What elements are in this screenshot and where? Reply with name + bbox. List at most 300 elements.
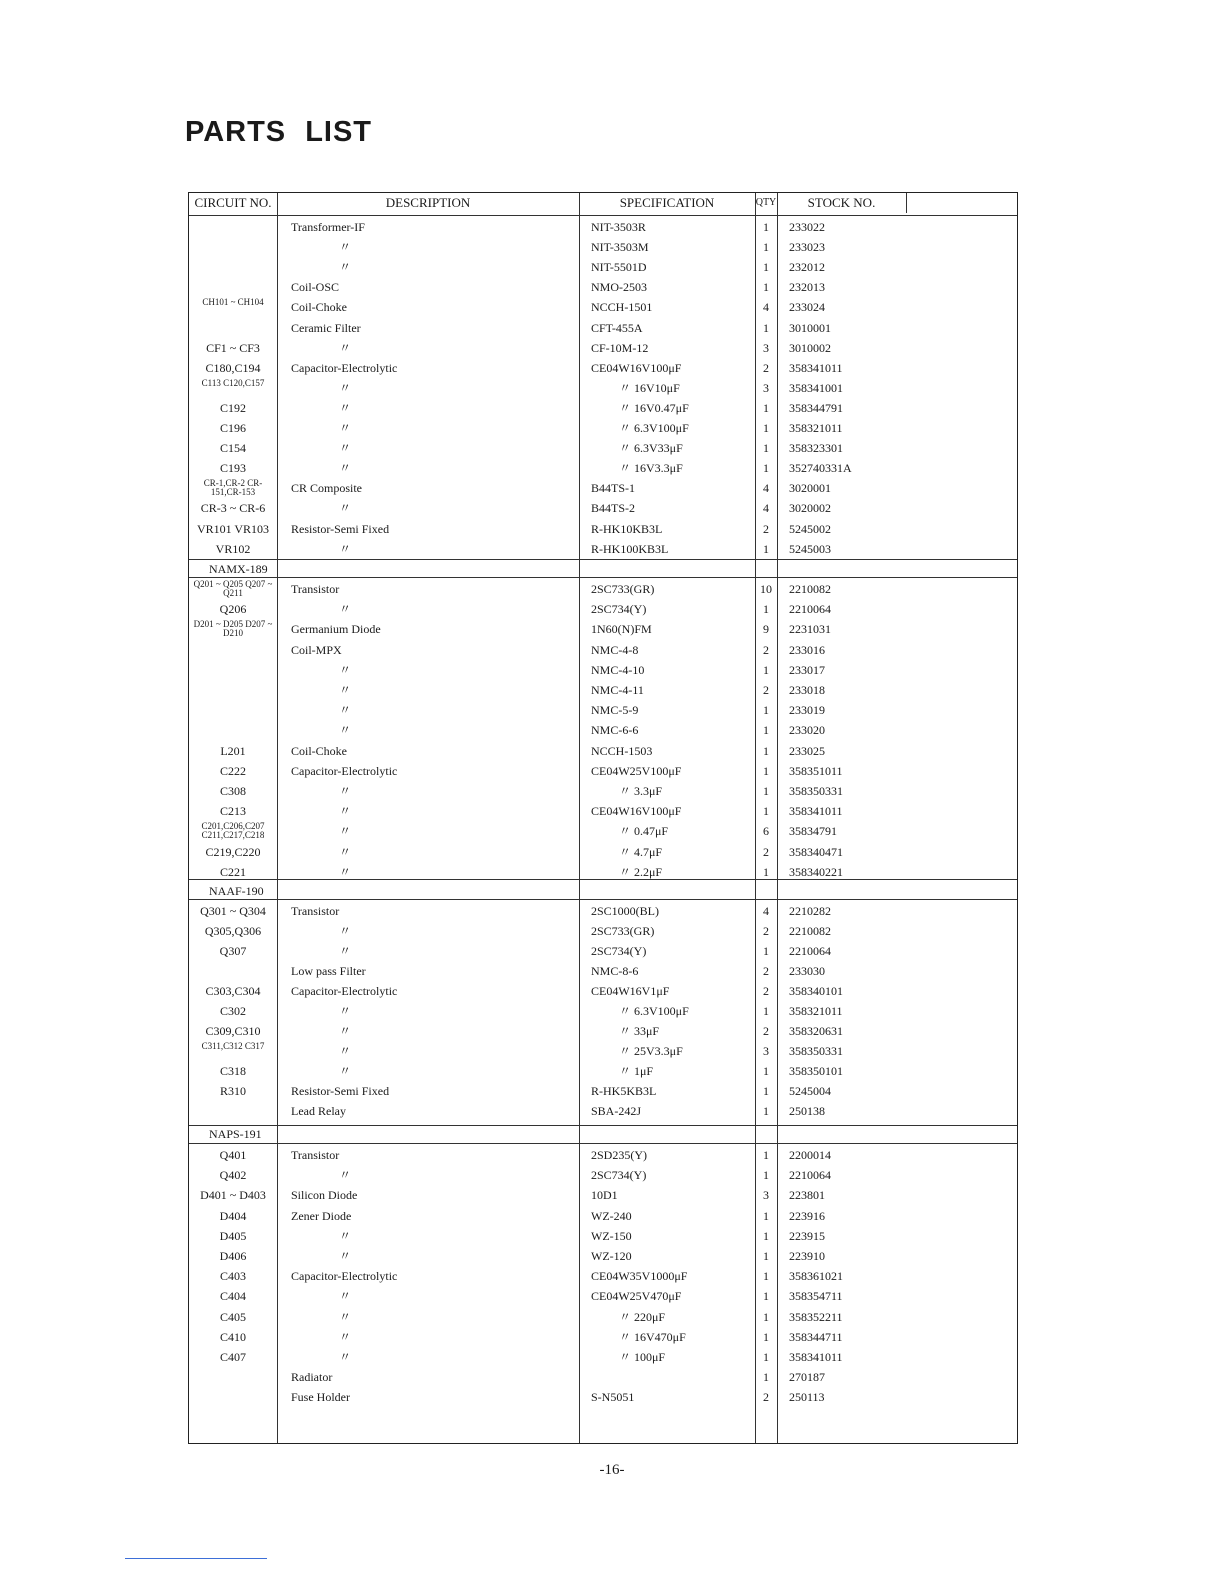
- quantity-cell: 2: [763, 1390, 769, 1405]
- table-row: [189, 1081, 1017, 1101]
- stock-no-cell: 358352211: [789, 1309, 843, 1324]
- circuit-no-cell: CF1 ~ CF3: [206, 340, 260, 355]
- stock-no-cell: 358320631: [789, 1024, 843, 1038]
- description-cell: Coil-OSC: [291, 280, 340, 295]
- specification-cell: NMC-5-9: [591, 703, 639, 718]
- stock-no-cell: 358340101: [789, 984, 843, 998]
- description-cell: Capacitor-Electrolytic: [291, 763, 398, 778]
- description-cell: Capacitor-Electrolytic: [291, 360, 398, 375]
- table-row: [189, 680, 1017, 700]
- circuit-no-cell: Q301 ~ Q304: [200, 904, 266, 918]
- circuit-no-cell: C404: [219, 1289, 246, 1304]
- description-cell: Germanium Diode: [291, 622, 381, 637]
- stock-no-cell: 270187: [789, 1370, 825, 1385]
- description-cell: Lead Relay: [291, 1104, 346, 1118]
- table-row: [189, 297, 1017, 317]
- quantity-cell: 1: [763, 944, 769, 958]
- circuit-no-cell: CR-3 ~ CR-6: [200, 501, 266, 516]
- quantity-cell: 1: [763, 1168, 769, 1183]
- description-cell: Coil-Choke: [291, 300, 347, 315]
- description-cell: 〃: [339, 421, 352, 435]
- circuit-no-cell: C201,C206,C207 C211,C217,C218: [201, 821, 265, 841]
- stock-no-cell: 2210082: [789, 924, 831, 938]
- circuit-no-cell: C180,C194: [205, 360, 261, 375]
- stock-no-cell: 223915: [789, 1228, 825, 1243]
- table-row: [189, 358, 1017, 378]
- stock-no-cell: 358350331: [789, 1044, 843, 1058]
- table-row: [189, 1246, 1017, 1266]
- quantity-cell: 1: [763, 1350, 769, 1364]
- specification-cell: 2SC734(Y): [591, 944, 647, 958]
- table-row: [189, 921, 1017, 941]
- circuit-no-cell: C193: [219, 461, 246, 476]
- description-cell: 〃: [339, 703, 352, 718]
- stock-no-cell: 358344791: [789, 400, 843, 415]
- description-cell: Capacitor-Electrolytic: [291, 1269, 398, 1284]
- description-cell: Silicon Diode: [291, 1188, 358, 1203]
- stock-no-cell: 358361021: [789, 1269, 843, 1284]
- quantity-cell: 1: [763, 723, 769, 738]
- table-row: [189, 498, 1017, 518]
- stock-no-cell: 233024: [789, 300, 825, 315]
- specification-cell: 2SD235(Y): [591, 1148, 647, 1162]
- circuit-no-cell: Q402: [219, 1168, 247, 1183]
- quantity-cell: 1: [763, 220, 769, 234]
- specification-cell: 〃 33μF: [619, 1024, 660, 1038]
- description-cell: 〃: [339, 602, 352, 617]
- quantity-cell: 1: [763, 1208, 769, 1223]
- description-cell: 〃: [339, 1249, 352, 1263]
- specification-cell: CFT-455A: [591, 320, 643, 335]
- description-cell: 〃: [339, 240, 352, 255]
- table-row: [189, 1021, 1017, 1041]
- quantity-cell: 4: [763, 481, 769, 496]
- description-cell: 〃: [339, 400, 352, 415]
- description-cell: 〃: [339, 441, 352, 456]
- specification-cell: WZ-150: [591, 1228, 632, 1243]
- description-cell: 〃: [339, 844, 352, 859]
- table-row: [189, 277, 1017, 297]
- table-row: [189, 338, 1017, 358]
- description-cell: 〃: [339, 662, 352, 677]
- specification-cell: 〃 100μF: [619, 1350, 666, 1364]
- quantity-cell: 1: [763, 1249, 769, 1263]
- table-row: [189, 478, 1017, 498]
- specification-cell: B44TS-2: [591, 501, 636, 516]
- specification-cell: 1N60(N)FM: [591, 622, 652, 637]
- quantity-cell: 1: [763, 1370, 769, 1385]
- section-divider: [189, 559, 1017, 560]
- circuit-no-cell: C192: [219, 400, 246, 415]
- circuit-no-cell: C113 C120,C157: [201, 377, 265, 388]
- description-cell: 〃: [339, 340, 352, 355]
- circuit-no-cell: C407: [219, 1350, 246, 1364]
- quantity-cell: 1: [763, 1269, 769, 1284]
- stock-no-cell: 3020001: [789, 481, 831, 496]
- page-number: -16-: [599, 1462, 625, 1478]
- specification-cell: 〃 16V10μF: [619, 380, 680, 395]
- circuit-no-cell: R310: [219, 1084, 246, 1098]
- table-row: [189, 1001, 1017, 1021]
- circuit-no-cell: C311,C312 C317: [201, 1041, 265, 1051]
- header-specification: SPECIFICATION: [619, 195, 715, 210]
- circuit-no-cell: Q401: [219, 1148, 247, 1162]
- specification-cell: 〃 4.7μF: [619, 844, 663, 859]
- stock-no-cell: 358354711: [789, 1289, 843, 1304]
- description-cell: 〃: [339, 260, 352, 275]
- table-row: [189, 1387, 1017, 1407]
- description-cell: Transformer-IF: [291, 220, 365, 234]
- specification-cell: 〃 220μF: [619, 1309, 666, 1324]
- header-description: DESCRIPTION: [385, 195, 471, 210]
- specification-cell: CE04W16V100μF: [591, 804, 682, 819]
- quantity-cell: 1: [763, 461, 769, 476]
- stock-no-cell: 358321011: [789, 421, 843, 435]
- quantity-cell: 1: [763, 662, 769, 677]
- section-label: NAAF-190: [209, 884, 264, 898]
- table-row: [189, 1041, 1017, 1061]
- specification-cell: 〃 2.2μF: [619, 864, 663, 879]
- stock-no-cell: 2200014: [789, 1148, 831, 1162]
- stock-no-cell: 3010001: [789, 320, 831, 335]
- stock-no-cell: 233019: [789, 703, 825, 718]
- stock-no-cell: 2210064: [789, 944, 831, 958]
- stock-no-cell: 35834791: [789, 824, 837, 839]
- description-cell: 〃: [339, 1350, 352, 1364]
- table-row: [189, 217, 1017, 237]
- description-cell: 〃: [339, 1168, 352, 1183]
- specification-cell: NMC-8-6: [591, 964, 639, 978]
- description-cell: Capacitor-Electrolytic: [291, 984, 398, 998]
- quantity-cell: 1: [763, 1228, 769, 1243]
- circuit-no-cell: C222: [219, 763, 246, 778]
- circuit-no-cell: L201: [220, 743, 246, 758]
- circuit-no-cell: C308: [219, 784, 246, 798]
- quantity-cell: 1: [763, 602, 769, 617]
- table-row: [189, 660, 1017, 680]
- stock-no-cell: 3010002: [789, 340, 831, 355]
- stock-no-cell: 232012: [789, 260, 825, 275]
- specification-cell: CE04W25V470μF: [591, 1289, 682, 1304]
- quantity-cell: 4: [763, 501, 769, 516]
- quantity-cell: 1: [763, 240, 769, 255]
- specification-cell: NCCH-1501: [591, 300, 653, 315]
- circuit-no-cell: D404: [219, 1208, 247, 1223]
- stock-no-cell: 5245004: [789, 1084, 831, 1098]
- description-cell: 〃: [339, 380, 352, 395]
- specification-cell: NCCH-1503: [591, 743, 653, 758]
- specification-cell: R-HK100KB3L: [591, 541, 669, 556]
- specification-cell: 〃 25V3.3μF: [619, 1044, 683, 1058]
- stock-no-cell: 352740331A: [789, 461, 852, 476]
- quantity-cell: 1: [763, 400, 769, 415]
- table-row: [189, 1226, 1017, 1246]
- description-cell: 〃: [339, 1329, 352, 1344]
- stock-no-cell: 250138: [789, 1104, 825, 1118]
- header-divider: [189, 215, 1017, 216]
- column-divider: [906, 193, 907, 213]
- quantity-cell: 4: [763, 904, 769, 918]
- table-row: [189, 438, 1017, 458]
- circuit-no-cell: C302: [219, 1004, 246, 1018]
- stock-no-cell: 5245002: [789, 521, 831, 536]
- section-divider: [189, 1143, 1017, 1144]
- circuit-no-cell: Q206: [219, 602, 247, 617]
- page-title: PARTS LIST: [185, 116, 373, 148]
- specification-cell: 2SC734(Y): [591, 1168, 647, 1183]
- description-cell: 〃: [339, 1228, 352, 1243]
- specification-cell: 2SC1000(BL): [591, 904, 660, 918]
- specification-cell: NIT-5501D: [591, 260, 647, 275]
- stock-no-cell: 358344711: [789, 1329, 843, 1344]
- stock-no-cell: 2210282: [789, 904, 831, 918]
- stock-no-cell: 233016: [789, 642, 825, 657]
- specification-cell: NIT-3503R: [591, 220, 646, 234]
- specification-cell: 〃 1μF: [619, 1064, 654, 1078]
- description-cell: Transistor: [291, 1148, 340, 1162]
- specification-cell: 〃 0.47μF: [619, 824, 669, 839]
- table-row: [189, 842, 1017, 862]
- table-row: [189, 941, 1017, 961]
- stock-no-cell: 2231031: [789, 622, 831, 637]
- circuit-no-cell: C410: [219, 1329, 246, 1344]
- table-row: [189, 1185, 1017, 1205]
- header-stock: STOCK NO.: [807, 195, 876, 210]
- quantity-cell: 3: [763, 1044, 769, 1058]
- stock-no-cell: 358350331: [789, 784, 843, 798]
- stock-no-cell: 358341011: [789, 804, 843, 819]
- quantity-cell: 9: [763, 622, 769, 637]
- description-cell: Low pass Filter: [291, 964, 366, 978]
- stock-no-cell: 358341001: [789, 380, 843, 395]
- quantity-cell: 2: [763, 1024, 769, 1038]
- table-row: [189, 539, 1017, 559]
- quantity-cell: 1: [763, 1104, 769, 1118]
- quantity-cell: 1: [763, 1309, 769, 1324]
- specification-cell: 〃 6.3V100μF: [619, 421, 689, 435]
- description-cell: 〃: [339, 501, 352, 516]
- description-cell: Fuse Holder: [291, 1390, 350, 1405]
- table-row: [189, 458, 1017, 478]
- stock-no-cell: 2210064: [789, 1168, 831, 1183]
- specification-cell: R-HK10KB3L: [591, 521, 663, 536]
- circuit-no-cell: D405: [219, 1228, 247, 1243]
- stock-no-cell: 250113: [789, 1390, 825, 1405]
- circuit-no-cell: C196: [219, 421, 246, 435]
- stock-no-cell: 233017: [789, 662, 825, 677]
- quantity-cell: 3: [763, 380, 769, 395]
- table-row: [189, 801, 1017, 821]
- table-row: [189, 901, 1017, 921]
- circuit-no-cell: VR102: [215, 541, 251, 556]
- stock-no-cell: 358340221: [789, 864, 843, 879]
- description-cell: 〃: [339, 1289, 352, 1304]
- quantity-cell: 2: [763, 360, 769, 375]
- description-cell: Coil-Choke: [291, 743, 347, 758]
- specification-cell: NMC-6-6: [591, 723, 639, 738]
- specification-cell: CE04W16V1μF: [591, 984, 670, 998]
- quantity-cell: 1: [763, 703, 769, 718]
- quantity-cell: 1: [763, 1289, 769, 1304]
- stock-no-cell: 233022: [789, 220, 825, 234]
- stock-no-cell: 2210082: [789, 582, 831, 596]
- header-qty: QTY: [755, 197, 777, 208]
- description-cell: Transistor: [291, 904, 340, 918]
- circuit-no-cell: D401 ~ D403: [200, 1188, 266, 1203]
- description-cell: 〃: [339, 461, 352, 476]
- table-row: [189, 1307, 1017, 1327]
- quantity-cell: 2: [763, 844, 769, 859]
- description-cell: 〃: [339, 944, 352, 958]
- table-row: [189, 700, 1017, 720]
- specification-cell: 〃 16V3.3μF: [619, 461, 683, 476]
- quantity-cell: 3: [763, 340, 769, 355]
- table-row: [189, 1101, 1017, 1121]
- quantity-cell: 1: [763, 804, 769, 819]
- stock-no-cell: 358341011: [789, 360, 843, 375]
- specification-cell: SBA-242J: [591, 1104, 642, 1118]
- specification-cell: CF-10M-12: [591, 340, 649, 355]
- quantity-cell: 1: [763, 280, 769, 295]
- table-row: [189, 1061, 1017, 1081]
- section-divider: [189, 1125, 1017, 1126]
- stock-no-cell: 223801: [789, 1188, 825, 1203]
- circuit-no-cell: C219,C220: [205, 844, 261, 859]
- section-divider: [189, 879, 1017, 880]
- stock-no-cell: 232013: [789, 280, 825, 295]
- table-row: [189, 1347, 1017, 1367]
- circuit-no-cell: C403: [219, 1269, 246, 1284]
- table-row: [189, 257, 1017, 277]
- section-label: NAPS-191: [209, 1127, 262, 1141]
- specification-cell: CE04W16V100μF: [591, 360, 682, 375]
- specification-cell: S-N5051: [591, 1390, 635, 1405]
- quantity-cell: 2: [763, 964, 769, 978]
- quantity-cell: 10: [760, 582, 772, 596]
- table-row: [189, 741, 1017, 761]
- description-cell: 〃: [339, 723, 352, 738]
- table-row: [189, 378, 1017, 398]
- description-cell: Ceramic Filter: [291, 320, 361, 335]
- description-cell: Resistor-Semi Fixed: [291, 1084, 390, 1098]
- section-label: NAMX-189: [209, 562, 268, 576]
- table-row: [189, 318, 1017, 338]
- stock-no-cell: 233018: [789, 683, 825, 697]
- description-cell: 〃: [339, 1024, 352, 1038]
- description-cell: Transistor: [291, 582, 340, 596]
- description-cell: 〃: [339, 541, 352, 556]
- quantity-cell: 1: [763, 1084, 769, 1098]
- quantity-cell: 1: [763, 1329, 769, 1344]
- circuit-no-cell: D406: [219, 1249, 247, 1263]
- quantity-cell: 1: [763, 541, 769, 556]
- description-cell: 〃: [339, 784, 352, 798]
- specification-cell: 10D1: [591, 1188, 618, 1203]
- quantity-cell: 1: [763, 421, 769, 435]
- specification-cell: 〃 16V0.47μF: [619, 400, 689, 415]
- table-row: [189, 418, 1017, 438]
- description-cell: CR Composite: [291, 481, 363, 496]
- stock-no-cell: 5245003: [789, 541, 831, 556]
- quantity-cell: 1: [763, 763, 769, 778]
- circuit-no-cell: Q307: [219, 944, 247, 958]
- circuit-no-cell: Q305,Q306: [204, 924, 262, 938]
- description-cell: 〃: [339, 1309, 352, 1324]
- table-row: [189, 1327, 1017, 1347]
- circuit-no-cell: C154: [219, 441, 246, 456]
- stock-no-cell: 3020002: [789, 501, 831, 516]
- specification-cell: 2SC734(Y): [591, 602, 647, 617]
- table-row: [189, 961, 1017, 981]
- stock-no-cell: 233025: [789, 743, 825, 758]
- table-row: [189, 640, 1017, 660]
- specification-cell: B44TS-1: [591, 481, 636, 496]
- description-cell: 〃: [339, 1044, 352, 1058]
- quantity-cell: 1: [763, 1004, 769, 1018]
- description-cell: Radiator: [291, 1370, 333, 1385]
- circuit-no-cell: Q201 ~ Q205 Q207 ~ Q211: [193, 579, 273, 598]
- table-row: [189, 1165, 1017, 1185]
- table-row: [189, 1266, 1017, 1286]
- quantity-cell: 1: [763, 260, 769, 275]
- stock-no-cell: 233023: [789, 240, 825, 255]
- circuit-no-cell: C213: [219, 804, 246, 819]
- specification-cell: NMO-2503: [591, 280, 647, 295]
- circuit-no-cell: CH101 ~ CH104: [202, 297, 264, 308]
- specification-cell: NMC-4-8: [591, 642, 639, 657]
- footer-rule: [125, 1558, 267, 1559]
- table-row: [189, 761, 1017, 781]
- table-row: [189, 599, 1017, 619]
- stock-no-cell: 223916: [789, 1208, 825, 1223]
- description-cell: Resistor-Semi Fixed: [291, 521, 390, 536]
- specification-cell: CE04W25V100μF: [591, 763, 682, 778]
- table-row: [189, 781, 1017, 801]
- quantity-cell: 2: [763, 642, 769, 657]
- quantity-cell: 3: [763, 1188, 769, 1203]
- stock-no-cell: 233020: [789, 723, 825, 738]
- quantity-cell: 2: [763, 924, 769, 938]
- quantity-cell: 1: [763, 441, 769, 456]
- description-cell: Zener Diode: [291, 1208, 352, 1223]
- quantity-cell: 4: [763, 300, 769, 315]
- circuit-no-cell: D201 ~ D205 D207 ~ D210: [193, 619, 273, 639]
- specification-cell: WZ-240: [591, 1208, 632, 1223]
- stock-no-cell: 223910: [789, 1249, 825, 1263]
- specification-cell: NMC-4-10: [591, 662, 645, 677]
- specification-cell: 〃 6.3V100μF: [619, 1004, 689, 1018]
- quantity-cell: 1: [763, 1064, 769, 1078]
- stock-no-cell: 358323301: [789, 441, 843, 456]
- description-cell: 〃: [339, 924, 352, 938]
- stock-no-cell: 2210064: [789, 602, 831, 617]
- quantity-cell: 1: [763, 743, 769, 758]
- specification-cell: 〃 16V470μF: [619, 1329, 686, 1344]
- section-divider: [189, 899, 1017, 900]
- description-cell: 〃: [339, 1064, 352, 1078]
- circuit-no-cell: C405: [219, 1309, 246, 1324]
- description-cell: 〃: [339, 1004, 352, 1018]
- circuit-no-cell: VR101 VR103: [196, 521, 270, 536]
- quantity-cell: 1: [763, 864, 769, 879]
- stock-no-cell: 358350101: [789, 1064, 843, 1078]
- table-row: [189, 398, 1017, 418]
- circuit-no-cell: C318: [219, 1064, 246, 1078]
- specification-cell: NMC-4-11: [591, 683, 644, 697]
- circuit-no-cell: C221: [219, 864, 246, 879]
- stock-no-cell: 358341011: [789, 1350, 843, 1364]
- specification-cell: NIT-3503M: [591, 240, 649, 255]
